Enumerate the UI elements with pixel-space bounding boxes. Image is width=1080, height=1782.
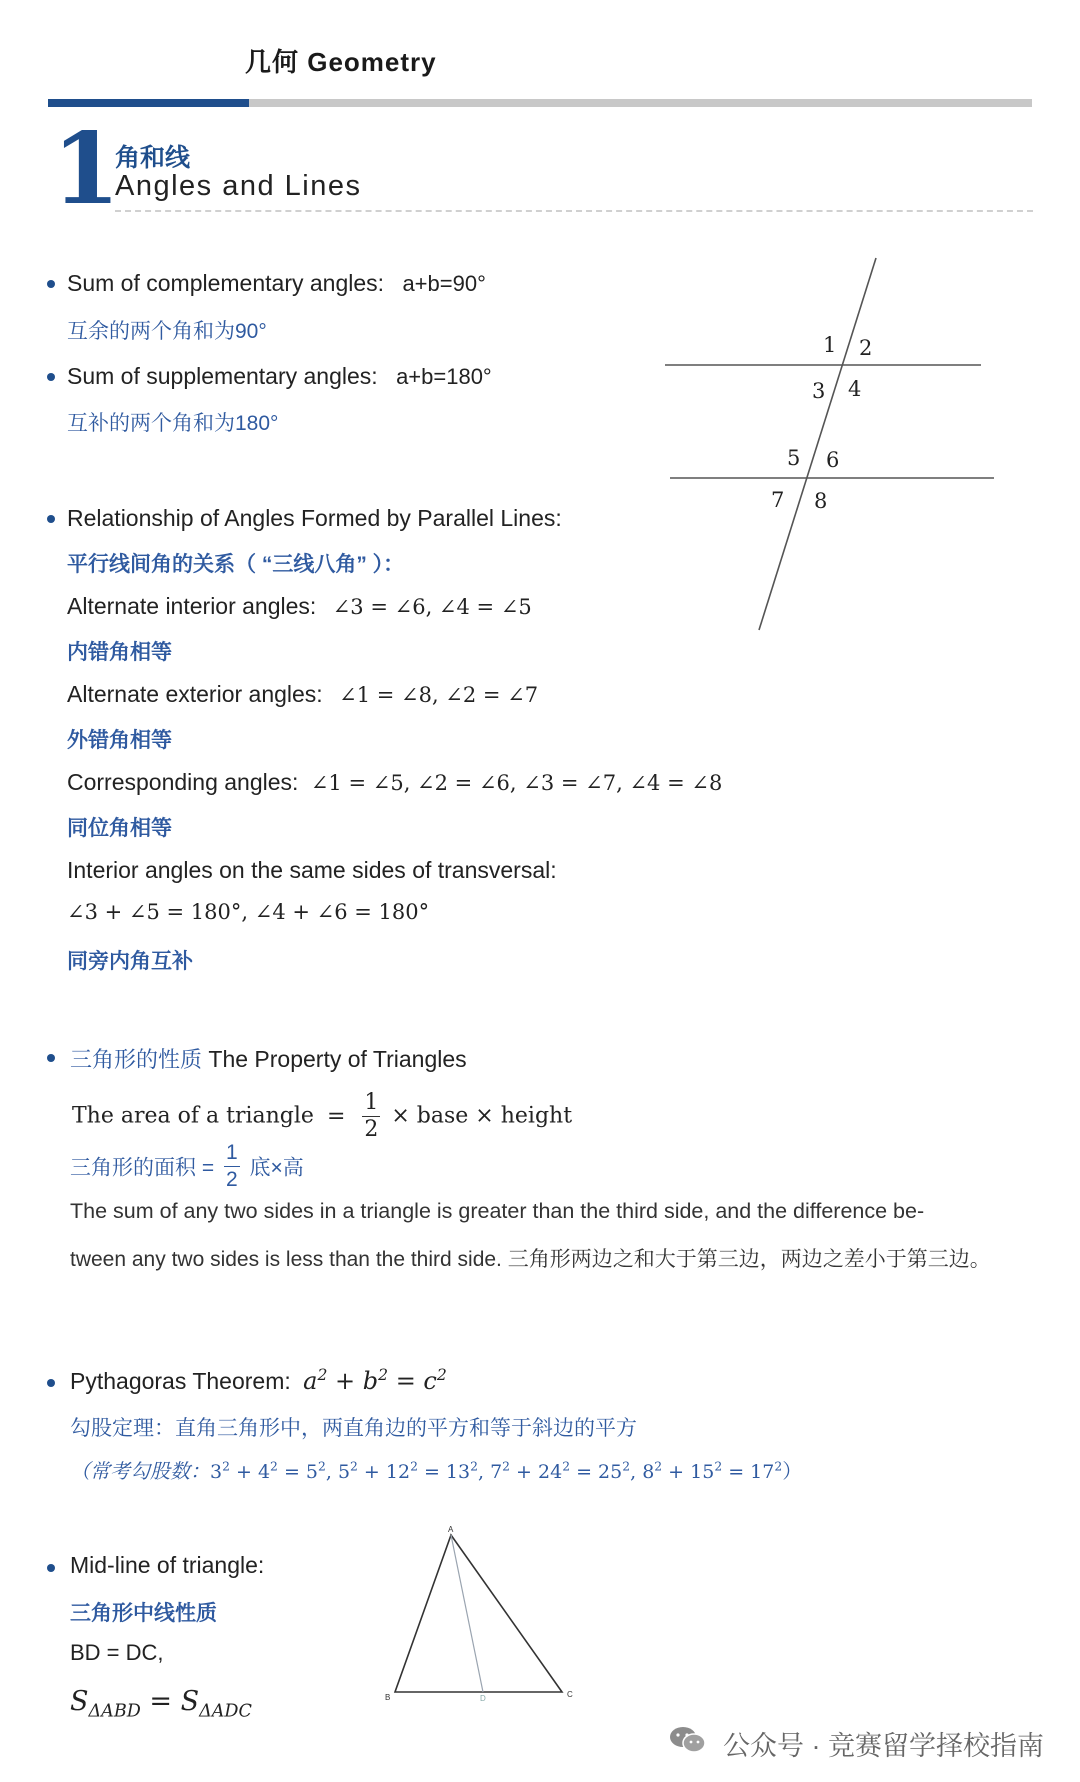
midline-label: Mid-line of triangle:	[70, 1552, 265, 1578]
angle-label-1: 1	[823, 333, 837, 357]
triangle-area-zh	[70, 1140, 304, 1193]
alt-exterior-formula: ∠1 = ∠8, ∠2 = ∠7	[339, 683, 539, 707]
area-zh-fraction	[224, 1140, 240, 1193]
alt-interior-zh: 内错角相等	[67, 641, 172, 664]
triangle-median-diagram	[375, 1525, 590, 1715]
midline-bd: BD = DC,	[70, 1640, 164, 1665]
watermark	[669, 1724, 1044, 1763]
parallel-heading: Relationship of Angles Formed by Parallel Lines:	[67, 505, 562, 531]
triangle-sides-line2: tween any two sides is less than the third side. 三角形两边之和大于第三边，两边之差小于第三边。	[70, 1248, 991, 1271]
interior-label: Interior angles on the same sides of transversal:	[67, 857, 557, 883]
bullet	[47, 373, 55, 381]
section-title-en: Angles and Lines	[115, 170, 362, 202]
interior-formula: ∠3 + ∠5 = 180°, ∠4 + ∠6 = 180°	[67, 900, 430, 924]
pythagoras-formula: $a^2 + b^2 = c^2$	[303, 1366, 447, 1395]
interior-zh: 同旁内角互补	[67, 950, 193, 973]
alt-exterior-zh: 外错角相等	[67, 729, 172, 752]
corresponding-label: Corresponding angles:	[67, 769, 299, 795]
bullet	[47, 280, 55, 288]
angle-label-3: 3	[812, 379, 826, 403]
section-title-zh: 角和线	[115, 144, 191, 172]
angle-label-4: 4	[848, 377, 862, 401]
parallel-lines-diagram	[650, 250, 1000, 640]
area-equals: =	[326, 1103, 346, 1129]
area-prefix: The area of a triangle	[72, 1103, 314, 1129]
supplementary-formula: a+b=180°	[396, 364, 492, 389]
page-header-title: 几何 Geometry	[245, 47, 437, 77]
wechat-icon	[669, 1725, 707, 1762]
bullet	[47, 1054, 55, 1062]
corresponding-zh: 同位角相等	[67, 817, 172, 840]
triangles-heading-zh: 三角形的性质	[70, 1047, 203, 1072]
complementary-formula: a+b=90°	[402, 271, 486, 296]
triangle-sides-line1: The sum of any two sides in a triangle is greater than the third side, and the difference be-	[70, 1199, 925, 1223]
bullet	[47, 1564, 55, 1572]
area-fraction	[362, 1090, 380, 1143]
angle-label-8: 8	[814, 489, 828, 513]
corresponding-formula: ∠1 = ∠5, ∠2 = ∠6, ∠3 = ∠7, ∠4 = ∠8	[310, 771, 723, 795]
triangle-area-formula	[72, 1090, 572, 1143]
triangles-heading-en: The Property of Triangles	[208, 1046, 467, 1072]
fraction-denominator: 2	[225, 1168, 238, 1191]
pythagoras-zh: 勾股定理：直角三角形中，两直角边的平方和等于斜边的平方	[70, 1417, 637, 1440]
header-divider-accent	[48, 99, 249, 107]
watermark-text: 公众号 · 竞赛留学择校指南	[723, 1731, 1044, 1761]
pythagoras-common	[70, 1455, 802, 1484]
vertex-label-d: D	[480, 1694, 486, 1703]
alt-interior-row	[67, 593, 532, 620]
complementary-item	[67, 270, 486, 297]
vertex-label-a: A	[448, 1525, 454, 1534]
pythagoras-row	[70, 1366, 447, 1395]
midline-zh: 三角形中线性质	[70, 1602, 217, 1625]
bullet	[47, 1379, 55, 1387]
alt-exterior-row	[67, 681, 538, 708]
complementary-label: Sum of complementary angles:	[67, 270, 385, 296]
angle-label-7: 7	[771, 488, 785, 512]
corresponding-row	[67, 769, 722, 796]
pythagoras-label: Pythagoras Theorem:	[70, 1368, 291, 1394]
angle-label-2: 2	[859, 336, 873, 360]
fraction-numerator: 1	[364, 1090, 379, 1115]
supplementary-item	[67, 363, 492, 390]
area-zh-prefix: 三角形的面积 =	[70, 1156, 215, 1180]
fraction-denominator: 2	[364, 1117, 379, 1142]
triangles-heading	[70, 1043, 467, 1074]
area-suffix: × base × height	[391, 1103, 573, 1129]
fraction-numerator: 1	[224, 1140, 240, 1167]
pythagoras-common-values: $3^2 + 4^2 = 5^2$, $5^2 + 12^2 = 13^2$, $7^2 + 24^2 = 25^2$, $8^2 + 15^2 = 17^2$	[210, 1459, 783, 1483]
supplementary-zh: 互补的两个角和为180°	[67, 412, 279, 435]
alt-exterior-label: Alternate exterior angles:	[67, 681, 323, 707]
pythagoras-common-prefix: （常考勾股数：	[70, 1461, 210, 1483]
angle-label-6: 6	[826, 448, 840, 472]
pythagoras-common-suffix: ）	[782, 1461, 803, 1483]
area-zh-suffix: 底×高	[249, 1156, 304, 1180]
vertex-label-b: B	[385, 1693, 391, 1702]
transversal-line	[759, 258, 876, 630]
supplementary-label: Sum of supplementary angles:	[67, 363, 378, 389]
angle-label-5: 5	[787, 446, 801, 470]
parallel-heading-zh: 平行线间角的关系（ “三线八角” ）：	[67, 553, 405, 576]
midline-area-formula: $S_{\Delta ABD} = S_{\Delta ADC}$	[70, 1686, 252, 1722]
alt-interior-label: Alternate interior angles:	[67, 593, 317, 619]
section-divider	[115, 210, 1033, 212]
section-number: 1	[52, 112, 121, 227]
complementary-zh: 互余的两个角和为90°	[67, 320, 267, 343]
vertex-label-c: C	[567, 1690, 573, 1699]
bullet	[47, 515, 55, 523]
alt-interior-formula: ∠3 = ∠6, ∠4 = ∠5	[332, 595, 532, 619]
